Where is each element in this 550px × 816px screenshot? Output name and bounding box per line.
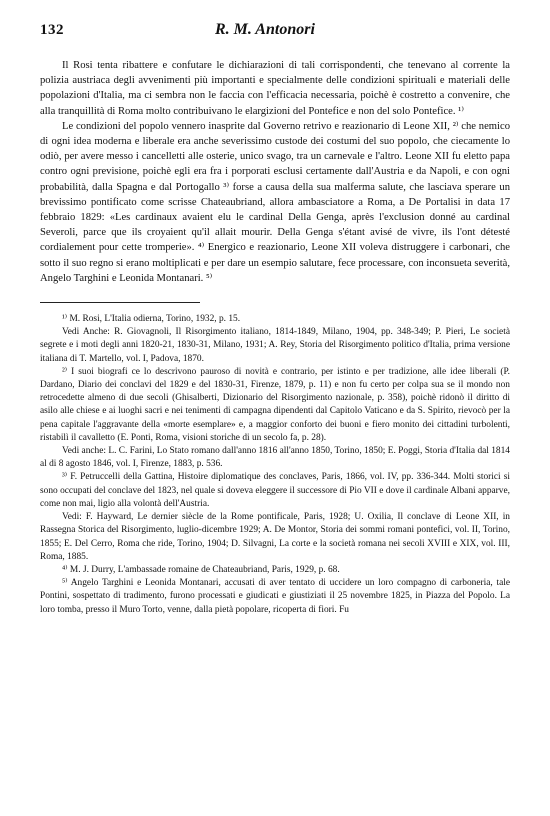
- running-head: R. M. Antonori: [215, 21, 315, 38]
- body-paragraph: Il Rosi tenta ribattere e confutare le dichiarazioni di tali corrispondenti, che tenevano al corrente la polizia austriaca degli avvenimenti più importanti e specialmente delle condizioni spirituali e materiali delle popolazioni d'Italia, ma ci sembra non le faccia con l'efficacia necessaria, poichè è costretto a convenire, che alla tranquillità di Roma molto contribuivano le elargizioni del Pontefice e non del solo Pontefice. ¹⁾: [40, 60, 510, 117]
- footnote: Vedi anche: L. C. Farini, Lo Stato romano dall'anno 1816 all'anno 1850, Torino, 1850; E. Poggi, Storia d'Italia dal 1814 al di 8 agosto 1846, vol. I, Firenze, 1883, p. 536.: [40, 446, 510, 470]
- footnote: ⁴⁾ M. J. Durry, L'ambassade romaine de Chateaubriand, Paris, 1929, p. 68.: [62, 564, 340, 575]
- footnote: ²⁾ I suoi biografi ce lo descrivono pauroso di novità e contrario, per istinto e per tradizione, alle idee liberali (P. Dardano, Diario dei conclavi del 1829 e del 1830-31, Firenze, 1879, p. 11) e non fu certo per colpa sua se il mondo non retrocedette almeno di due secoli (Ghisalberti, Dizionario del Risorgimento nazionale, p. 358), poichè ridonò il diritto di asilo alle chiese e ai luoghi sacri e nei tenimenti di campagna dipendenti dal Capitolo Vaticano e da S. Spirito, rievocò per la pena capitale l'aggravante della «morte esemplare» e, a maggior conforto dei buoni e fiero monito dei cittadini turbolenti, ristabilì il cavalletto (E. Ponti, Roma, visioni storiche di un secolo fa, p. 28).: [40, 366, 510, 443]
- page-number: 132: [40, 22, 64, 38]
- footnotes: [40, 313, 510, 617]
- footnote: ¹⁾ M. Rosi, L'Italia odierna, Torino, 1932, p. 15.: [62, 314, 241, 325]
- main-text: [40, 58, 510, 286]
- body-paragraph: Le condizioni del popolo vennero inasprite dal Governo retrivo e reazionario di Leone XII, ²⁾ che nemico di ogni idea moderna e liberale era anche severissimo custode dei costumi del suo popolo, che ciecamente lo odiò, per avere messo i cancelletti alle osterie, unico svago, tra un carnevale e l'altro. Leone XII fu eletto papa contro ogni previsione, poichè egli era fra i porporati esclusi certamente dall'Austria e da Napoli, e con ogni probabilità, dalla Spagna e dal Portogallo ³⁾ forse a causa della sua malferma salute, che lasciava sperare un brevissimo pontificato come scrisse Chateaubriand, allora ambasciatore a Roma, a De Portalisi in data 17 febbraio 1829: «Les cardinaux avaient elu le cardinal Della Genga, après l'exclusion donné au cardinal Severoli, parce que ils croyaient qu'il allait mourir. Della Genga s'étant avisé de vivre, ils l'ont détesté cordialement pour cette tromperie». ⁴⁾ Energico e reazionario, Leone XII voleva distruggere i carbonari, che sotto il suo regno si erano moltiplicati e per dare un esempio salutare, fece processare, con inconsueta severità, Angelo Targhini e Leonida Montanari. ⁵⁾: [40, 120, 510, 284]
- footnote: Vedi Anche: R. Giovagnoli, Il Risorgimento italiano, 1814-1849, Milano, 1904, pp. 348-349; P. Pieri, Le società segrete e i moti degli anni 1820-21, 1830-31, Milano, 1931; A. Rey, Storia del Risorgimento politico d'Italia, prima versione italiana di T. Martello, vol. I, Padova, 1870.: [40, 327, 510, 364]
- page-header: [40, 16, 510, 42]
- footnote: ³⁾ F. Petruccelli della Gattina, Histoire diplomatique des conclaves, Paris, 1866, vol. IV, pp. 336-344. Molti storici si sono occupati del conclave del 1823, nel quale si doveva eleggere il successore di Pio VII e dove il cardinale Albani apparve, come non mai, ligio alla volontà dell'Austria.: [40, 472, 510, 509]
- footnote-divider: [40, 302, 200, 303]
- footnote: Vedi: F. Hayward, Le dernier siècle de la Rome pontificale, Paris, 1928; U. Oxilia, Il conclave di Leone XII, in Rassegna Storica del Risorgimento, luglio-dicembre 1929; A. De Montor, Storia dei sommi romani pontefici, vol. II, Torino, 1855; E. Del Cerro, Roma che ride, Torino, 1904; D. Silvagni, La corte e la società romana nei secoli XVIII e XIX, vol. III, Roma, 1885.: [40, 512, 510, 562]
- footnote: ⁵⁾ Angelo Targhini e Leonida Montanari, accusati di aver tentato di uccidere un loro compagno di carboneria, tale Pontini, sospettato di tradimento, furono processati e giudicati e giustiziati il 25 novembre 1825, in Piazza del Popolo. La loro tomba, presso il Muro Torto, venne, dalla pietà popolare, ricoperta di fiori. Fu: [40, 578, 510, 615]
